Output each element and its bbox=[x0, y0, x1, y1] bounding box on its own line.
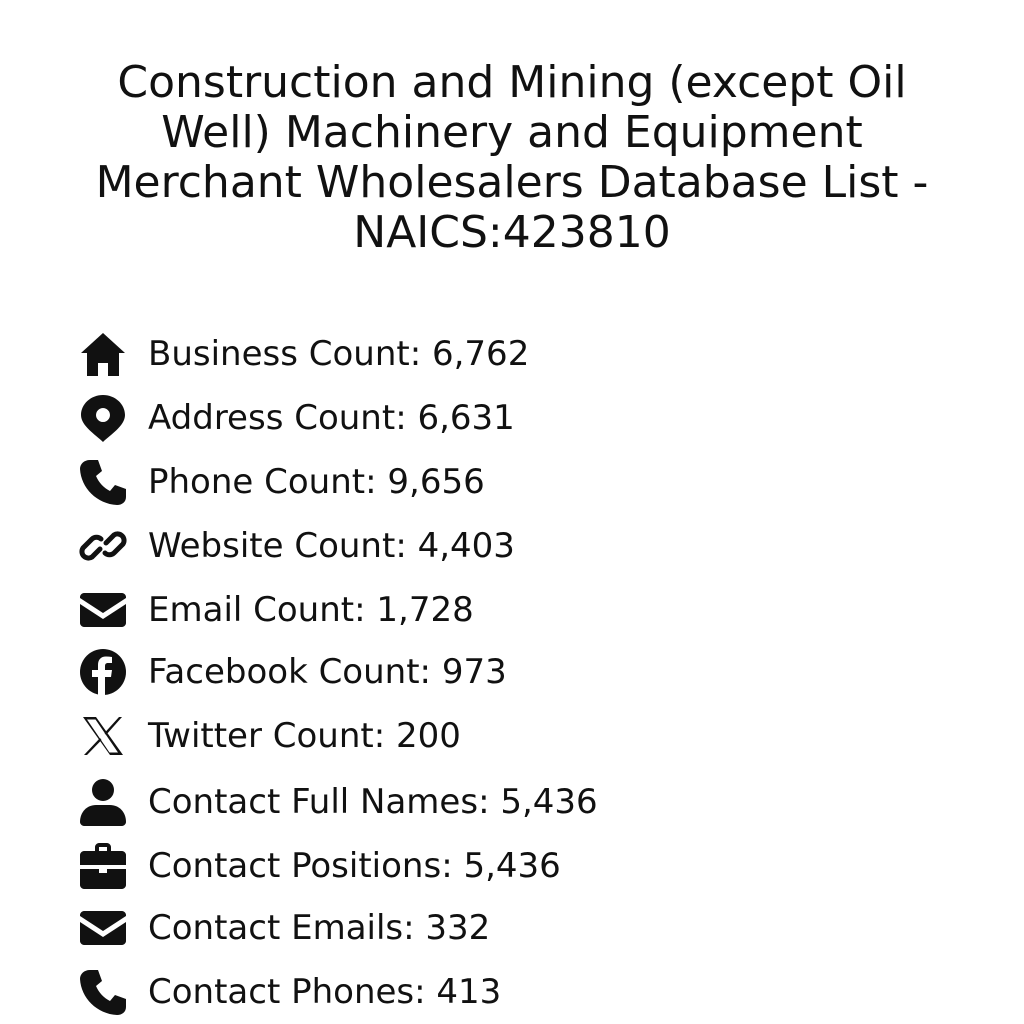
stat-label: Phone Count bbox=[148, 462, 366, 502]
stat-value: 5,436 bbox=[463, 846, 561, 886]
stat-value: 1,728 bbox=[376, 590, 474, 630]
stat-label: Contact Emails bbox=[148, 908, 404, 948]
stat-contact-phones: Contact Phones: 413 bbox=[78, 962, 501, 1022]
stat-business-count: Business Count: 6,762 bbox=[78, 324, 529, 384]
stat-label: Contact Full Names bbox=[148, 782, 479, 822]
stat-label: Contact Positions bbox=[148, 846, 442, 886]
stat-website-count: Website Count: 4,403 bbox=[78, 516, 515, 576]
stat-address-count: Address Count: 6,631 bbox=[78, 388, 515, 448]
home-icon bbox=[78, 328, 130, 380]
page-title: Construction and Mining (except Oil Well) Machinery and Equipment Merchant Wholesalers Database List - NAICS:423810 bbox=[95, 57, 929, 258]
stat-label: Facebook Count bbox=[148, 652, 420, 692]
stat-label: Business Count bbox=[148, 334, 410, 374]
stat-value: 5,436 bbox=[500, 782, 598, 822]
stat-value: 6,631 bbox=[417, 398, 515, 438]
stat-contact-emails: Contact Emails: 332 bbox=[78, 898, 490, 958]
stat-email-count: Email Count: 1,728 bbox=[78, 580, 474, 640]
envelope-icon bbox=[78, 902, 130, 954]
facebook-icon bbox=[78, 646, 130, 698]
stat-twitter-count: Twitter Count: 200 bbox=[78, 706, 461, 766]
link-icon bbox=[78, 520, 130, 572]
x-twitter-icon bbox=[78, 710, 130, 762]
phone-icon bbox=[78, 456, 130, 508]
stat-contact-positions: Contact Positions: 5,436 bbox=[78, 836, 561, 896]
stat-label: Address Count bbox=[148, 398, 396, 438]
map-marker-icon bbox=[78, 392, 130, 444]
stat-label: Email Count bbox=[148, 590, 355, 630]
stat-value: 6,762 bbox=[431, 334, 530, 374]
stat-label: Website Count bbox=[148, 526, 396, 566]
stat-value: 332 bbox=[425, 908, 491, 948]
stat-value: 413 bbox=[436, 972, 502, 1012]
briefcase-icon bbox=[78, 840, 130, 892]
stat-label: Twitter Count bbox=[148, 716, 374, 756]
stat-label: Contact Phones bbox=[148, 972, 415, 1012]
stat-value: 973 bbox=[441, 652, 507, 692]
stat-contact-full-names: Contact Full Names: 5,436 bbox=[78, 772, 598, 832]
stat-value: 4,403 bbox=[417, 526, 515, 566]
stat-phone-count: Phone Count: 9,656 bbox=[78, 452, 485, 512]
stat-facebook-count: Facebook Count: 973 bbox=[78, 642, 507, 702]
user-icon bbox=[78, 776, 130, 828]
phone-icon bbox=[78, 966, 130, 1018]
envelope-icon bbox=[78, 584, 130, 636]
stat-value: 9,656 bbox=[387, 462, 485, 502]
stat-value: 200 bbox=[396, 716, 461, 756]
